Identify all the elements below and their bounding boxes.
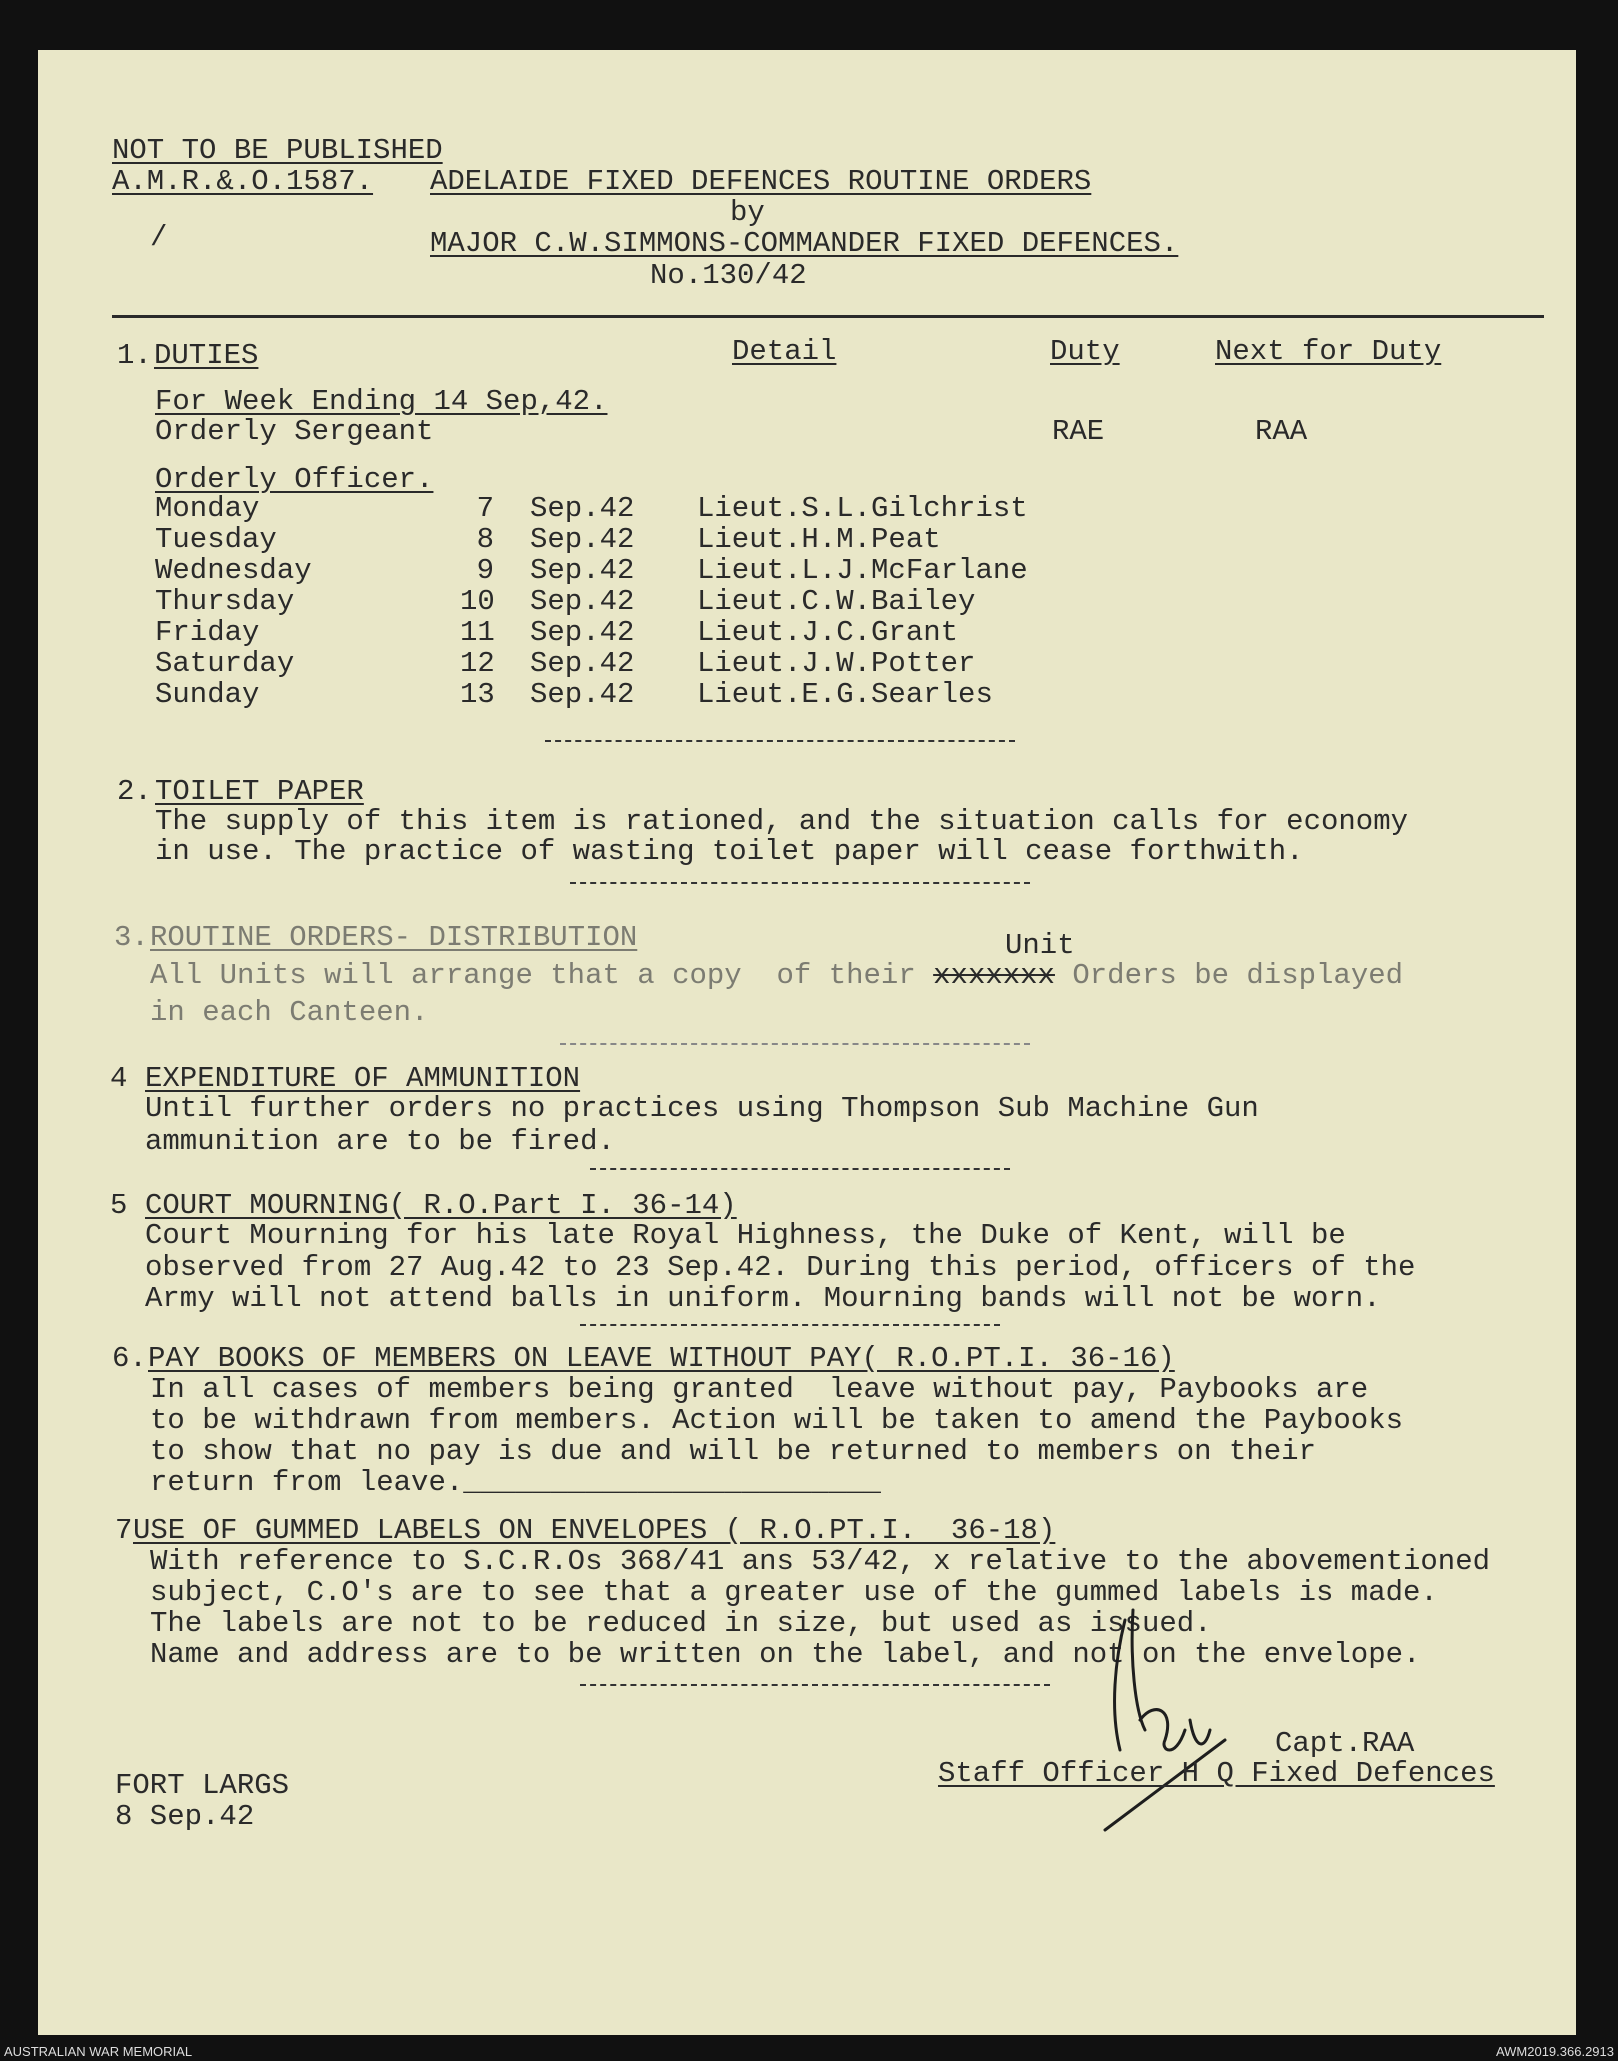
section4-heading: EXPENDITURE OF AMMUNITION (145, 1062, 581, 1095)
document-title: ADELAIDE FIXED DEFENCES ROUTINE ORDERS (430, 165, 1092, 198)
orderly-officer-heading: Orderly Officer. (155, 463, 434, 496)
roster-day: Thursday (155, 585, 295, 618)
section-divider (570, 882, 1030, 884)
roster-day: Friday (155, 616, 260, 649)
roster-officer: Lieut.E.G.Searles (697, 678, 993, 711)
sergeant-duty: RAE (1052, 415, 1105, 448)
roster-day: Tuesday (155, 523, 277, 556)
by-line: by (730, 196, 765, 229)
section7-line: Name and address are to be written on the label, and not on the envelope. (150, 1638, 1421, 1671)
sergeant-next-duty: RAA (1255, 415, 1308, 448)
roster-month: Sep.42 (530, 647, 635, 680)
section3-line: All Units will arrange that a copy of their xxxxxxx Orders be displayed (150, 959, 1404, 992)
section-divider (580, 1324, 1000, 1326)
orderly-sergeant-label: Orderly Sergeant (155, 415, 434, 448)
roster-month: Sep.42 (530, 554, 635, 587)
roster-day: Sunday (155, 678, 260, 711)
section6-line: return from leave.________________________ (150, 1466, 881, 1499)
archive-reference: AWM2019.366.2913 (1495, 2044, 1614, 2059)
roster-officer: Lieut.S.L.Gilchrist (697, 492, 1028, 525)
signatory-title: Staff Officer H Q Fixed Defences (938, 1757, 1495, 1790)
section2-line: The supply of this item is rationed, and the situation calls for economy (155, 805, 1409, 838)
section2-number: 2. (117, 775, 152, 808)
section3-line: in each Canteen. (150, 996, 429, 1029)
section7-number: 7 (115, 1514, 133, 1547)
section5-line: Court Mourning for his late Royal Highness, the Duke of Kent, will be (145, 1219, 1346, 1252)
roster-month: Sep.42 (530, 523, 635, 556)
roster-officer: Lieut.J.C.Grant (697, 616, 959, 649)
roster-day: Monday (155, 492, 260, 525)
section7-line: subject, C.O's are to see that a greater use of the gummed labels is made. (150, 1576, 1438, 1609)
roster-date: 13 (460, 678, 495, 711)
signatory-rank: Capt.RAA (1275, 1727, 1415, 1760)
roster-month: Sep.42 (530, 678, 635, 711)
section-divider (545, 740, 1015, 742)
roster-date: 7 (476, 492, 494, 525)
issue-place: FORT LARGS (115, 1769, 290, 1802)
section6-line: to be withdrawn from members. Action will be taken to amend the Paybooks (150, 1404, 1404, 1437)
section6-line: to show that no pay is due and will be returned to members on their (150, 1435, 1316, 1468)
column-duty: Duty (1050, 335, 1120, 368)
order-number: No.130/42 (650, 259, 807, 292)
section6-line: In all cases of members being granted leave without pay, Paybooks are (150, 1373, 1369, 1406)
struck-word: xxxxxxx (933, 959, 1055, 992)
section-divider (560, 1043, 1030, 1045)
section-divider (580, 1684, 1050, 1686)
margin-mark: / (150, 221, 168, 254)
section5-heading: COURT MOURNING( R.O.Part I. 36-14) (145, 1189, 737, 1222)
roster-officer: Lieut.L.J.McFarlane (697, 554, 1028, 587)
handwritten-insert: Unit (1005, 929, 1075, 962)
commander-line: MAJOR C.W.SIMMONS-COMMANDER FIXED DEFENCES. (430, 227, 1179, 260)
section7-line: The labels are not to be reduced in size, but used as issued. (150, 1607, 1212, 1640)
roster-officer: Lieut.H.M.Peat (697, 523, 941, 556)
section7-heading: USE OF GUMMED LABELS ON ENVELOPES ( R.O.PT.I. 36-18) (133, 1514, 1056, 1547)
roster-date: 10 (460, 585, 495, 618)
section1-number: 1. (117, 339, 152, 372)
week-ending-line: For Week Ending 14 Sep,42. (155, 385, 608, 418)
section4-number: 4 (110, 1062, 128, 1095)
section-divider (590, 1168, 1010, 1170)
issue-date: 8 Sep.42 (115, 1800, 255, 1833)
roster-month: Sep.42 (530, 585, 635, 618)
roster-day: Saturday (155, 647, 295, 680)
section3-number: 3. (114, 921, 149, 954)
section5-line: observed from 27 Aug.42 to 23 Sep.42. During this period, officers of the (145, 1251, 1416, 1284)
roster-month: Sep.42 (530, 492, 635, 525)
section4-line: ammunition are to be fired. (145, 1125, 615, 1158)
handwritten-signature (1085, 1600, 1245, 1850)
section1-heading: DUTIES (154, 339, 259, 372)
roster-date: 8 (476, 523, 494, 556)
roster-day: Wednesday (155, 554, 312, 587)
column-detail: Detail (732, 335, 837, 368)
section3-heading: ROUTINE ORDERS- DISTRIBUTION (150, 921, 638, 954)
classification-label: NOT TO BE PUBLISHED (112, 134, 443, 167)
roster-officer: Lieut.C.W.Bailey (697, 585, 976, 618)
section2-heading: TOILET PAPER (155, 775, 364, 808)
roster-month: Sep.42 (530, 616, 635, 649)
section5-number: 5 (110, 1189, 128, 1222)
reference-number: A.M.R.&.O.1587. (112, 165, 374, 198)
roster-date: 11 (460, 616, 495, 649)
roster-date: 12 (460, 647, 495, 680)
header-rule (112, 315, 1544, 318)
section5-line: Army will not attend balls in uniform. Mourning bands will not be worn. (145, 1282, 1381, 1315)
column-next-for-duty: Next for Duty (1215, 335, 1442, 368)
section6-heading: PAY BOOKS OF MEMBERS ON LEAVE WITHOUT PAY( R.O.PT.I. 36-16) (148, 1342, 1175, 1375)
section7-line: With reference to S.C.R.Os 368/41 ans 53/42, x relative to the abovementioned (150, 1545, 1491, 1578)
section4-line: Until further orders no practices using Thompson Sub Machine Gun (145, 1092, 1259, 1125)
section2-line: in use. The practice of wasting toilet paper will cease forthwith. (155, 835, 1304, 868)
roster-date: 9 (476, 554, 494, 587)
section6-number: 6. (112, 1342, 147, 1375)
archive-credit: AUSTRALIAN WAR MEMORIAL (4, 2044, 193, 2059)
roster-officer: Lieut.J.W.Potter (697, 647, 976, 680)
